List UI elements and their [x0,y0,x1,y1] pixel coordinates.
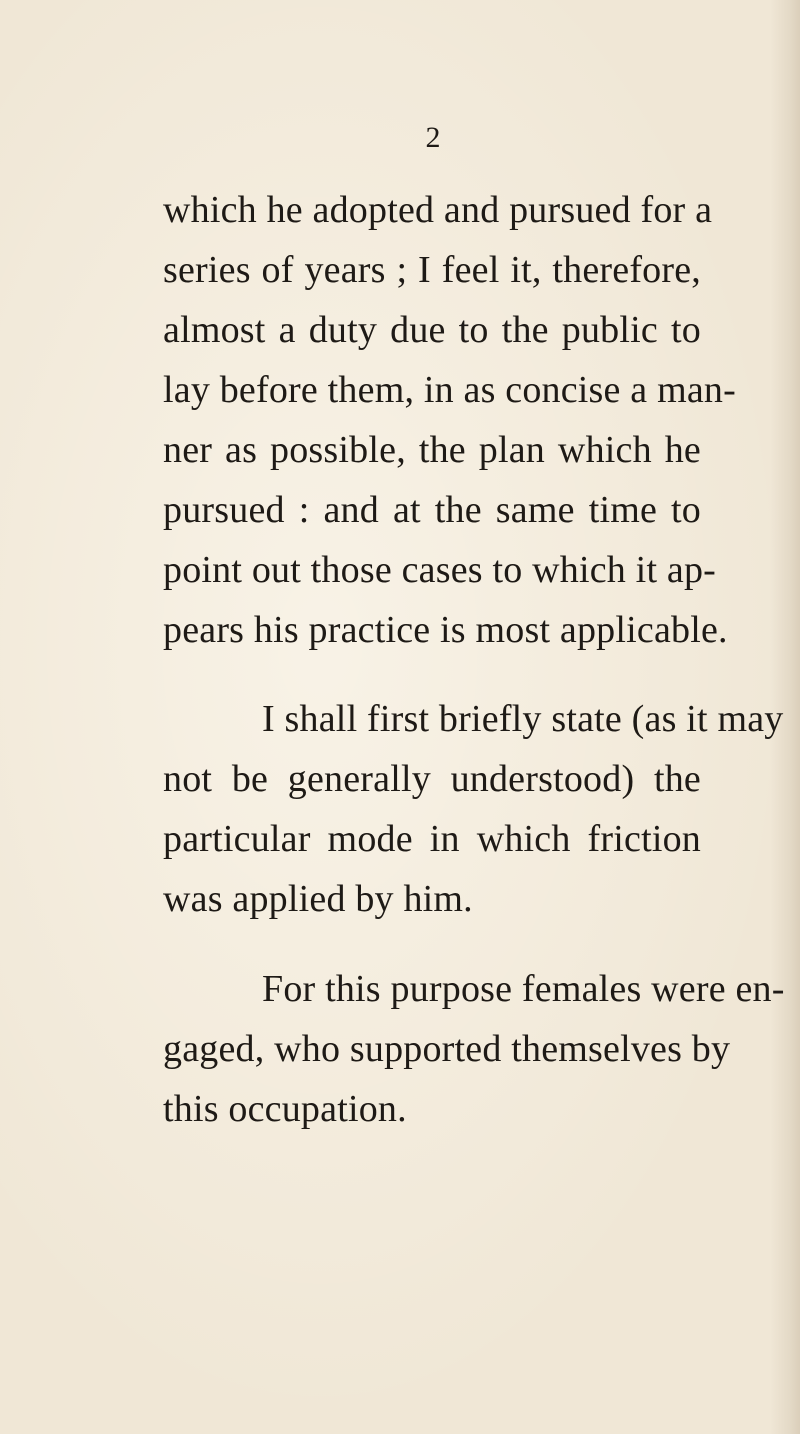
text-line: lay before them, in as concise a man- [163,369,736,411]
text-line: particular mode in which friction [163,818,701,860]
text-line: which he adopted and pursued for a [163,189,713,231]
page-number: 2 [425,121,441,154]
paragraph-last-line: this occupation. [163,1088,407,1130]
text-line: gaged, who supported themselves by [163,1028,731,1070]
text-line: point out those cases to which it ap- [163,549,717,591]
text-line: pears his practice is most applicable. [163,609,728,651]
paragraph-first-line: For this purpose females were en- [262,968,785,1010]
text-line: not be generally understood) the [163,758,701,800]
text-line: ner as possible, the plan which he [163,429,701,471]
paragraph-first-line: I shall first briefly state (as it may [262,698,784,740]
text-line: series of years ; I feel it, therefore, [163,249,701,291]
text-line: pursued : and at the same time to [163,489,701,531]
paragraph-last-line: was applied by him. [163,878,473,920]
text-line: almost a duty due to the public to [163,309,701,351]
